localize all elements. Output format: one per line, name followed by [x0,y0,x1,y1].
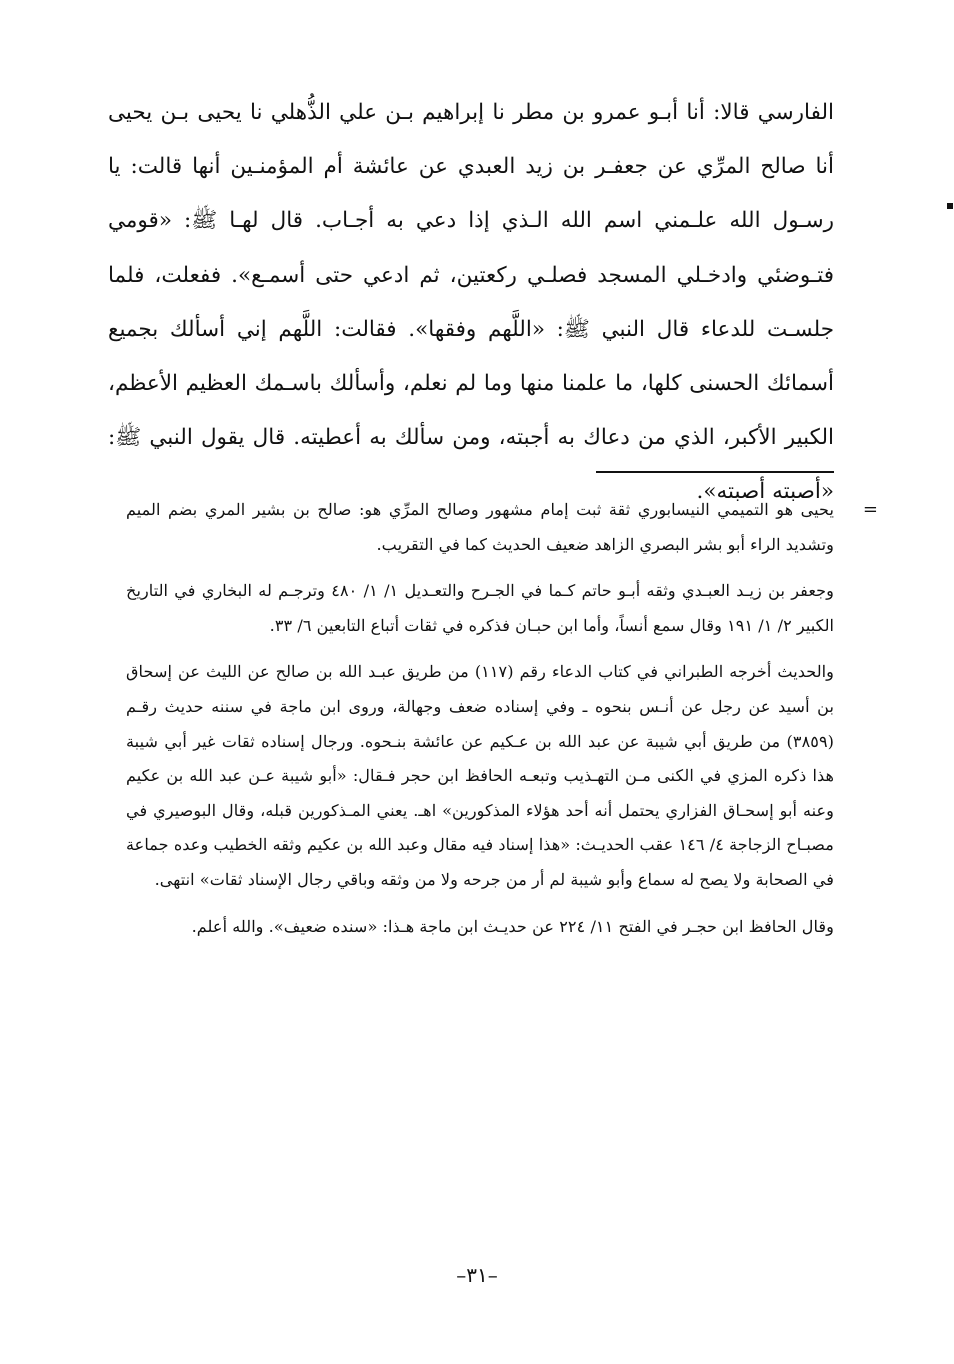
footnote-paragraph [126,493,878,562]
footnote-paragraph: والحديث أخرجه الطبراني في كتاب الدعاء رقم (١١٧) من طريق عبـد الله بن صالح عن الليث عن إسحاق بن أسيد عن رجل عن أنـس بنحوه ـ وفي إسناده ضعف وجهالة، وروى ابن ماجة في سننه حديث رقـم (٣٨٥٩) من طريق أبي شيبة عن عبد الله بن عـكيم عن عائشة بنـحوه. ورجال إسناده ثقات غير أبي شيبة هذا ذكره المزي في الكنى مـن التهـذيب وتبعـه الحافظ ابن حجر فـقال: «أبو شيبة عـن عبد الله بن عكيم وعنه أبو إسحـاق الفزاري يحتمل أنه أحد هؤلاء المذكورين» اهـ. يعني المـذكورين قبله، وقال البوصيري في مصبـاح الزجاجة ٤/ ١٤٦ عقب الحديـث: «هذا إسناد فيه مقال وعبد الله بن عكيم وثقه الخطيب وعده جماعة في الصحابة ولا يصح له سماع وأبو شيبة لم أر من جرحه ولا من وثقه وباقي رجال الإسناد ثقات» انتهى. [126,662,834,889]
footnote-separator [596,471,834,473]
main-paragraph: الفارسي قالا: أنا أبـو عمرو بن مطر نا إبراهيم بـن علي الذُّهلي نا يحيى بـن يحيى أنا صالح المرِّي عن جعفـر بن زيد العبدي عن عائشة أم المؤمنـين أنها قالت: يا رسـول الله علـمني اسم الله الـذي إذا دعي به أجـاب. قال لهـا ﷺ: «قومي فتـوضئي وادخـلي المسجد فصلـي ركعتين، ثم ادعي حتى أسمـع». ففعلت، فلما جلسـت للدعاء قال النبي ﷺ: «اللَّهم وفقها». فقالت: اللَّهم إني أسألك بجميع أسمائك الحسنى كلها، ما علمنا منها وما لم نعلم، وأسألك باسـمك العظيم الأعظم، الكبير الأكبر، الذي من دعاك به أجبته، ومن سألك به أعطيته. قال يقول النبي ﷺ: «أصبته أصبته». [108,100,834,505]
footnote-continuation-mark: = [862,499,878,520]
footnote-text: يحيى هو التميمي النيسابوري ثقة ثبت إمام مشهور وصالح المرِّي هو: صالح بن بشير المري بضم الميم وتشديد الراء أبو بشر البصري الزاهد ضعيف الحديث كما في التقريب. [126,500,834,554]
page-number: –٣١– [456,1263,498,1287]
footnote-paragraph: وقال الحافظ ابن حجـر في الفتح ١١/ ٢٢٤ عن حديـث ابن ماجة هـذا: «سنده ضعيف». والله أعلم. [191,916,834,936]
margin-mark [947,203,953,209]
footnote-paragraph: وجعفر بن زيـد العبـدي وثقه أبـو حاتم كـما في الجـرح والتعـديل ١/ ١/ ٤٨٠ وترجـم له البخاري في التاريخ الكبير ٢/ ١/ ١٩١ وقال سمع أنساً، وأما ابن حبـان فذكره في ثقات أتباع التابعين ٦/ ٣٣. [126,581,834,635]
footnotes-block [126,493,878,956]
main-text-block [108,86,834,520]
